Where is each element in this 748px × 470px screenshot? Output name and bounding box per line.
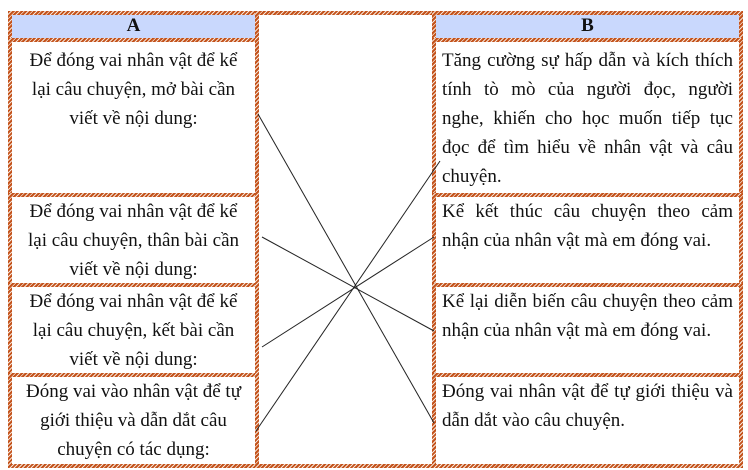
match-line-a3-b2: [262, 237, 434, 347]
match-line-a2-b3: [262, 237, 434, 331]
column-a-header-label: A: [126, 15, 141, 36]
item-text: Để đóng vai nhân vật để kể lại câu chuyện, kết bài cần viết về nội dung:: [29, 291, 238, 370]
match-line-a4-b1: [256, 161, 440, 431]
item-text: Để đóng vai nhân vật để kể lại câu chuyện, thân bài cần viết về nội dung:: [27, 201, 239, 280]
item-text: Đóng vai nhân vật để tự giới thiệu và dẫn dắt vào câu chuyện.: [442, 381, 733, 431]
item-text: Đóng vai vào nhân vật để tự giới thiệu và dẫn dắt câu chuyện có tác dụng:: [25, 381, 242, 460]
item-text: Để đóng vai nhân vật để kể lại câu chuyện, mở bài cần viết về nội dung:: [29, 50, 238, 129]
item-text: Kể lại diễn biến câu chuyện theo cảm nhận của nhân vật mà em đóng vai.: [442, 291, 733, 341]
match-line-a1-b4: [258, 114, 434, 423]
item-text: Kể kết thúc câu chuyện theo cảm nhận của nhân vật mà em đóng vai.: [442, 201, 733, 251]
column-b-header-label: B: [581, 15, 594, 36]
item-text: Tăng cường sự hấp dẫn và kích thích tính tò mò của người đọc, người nghe, khiến cho học muốn tiếp tục đọc để tìm hiểu về nhân vật và câu chuyện.: [442, 50, 733, 187]
